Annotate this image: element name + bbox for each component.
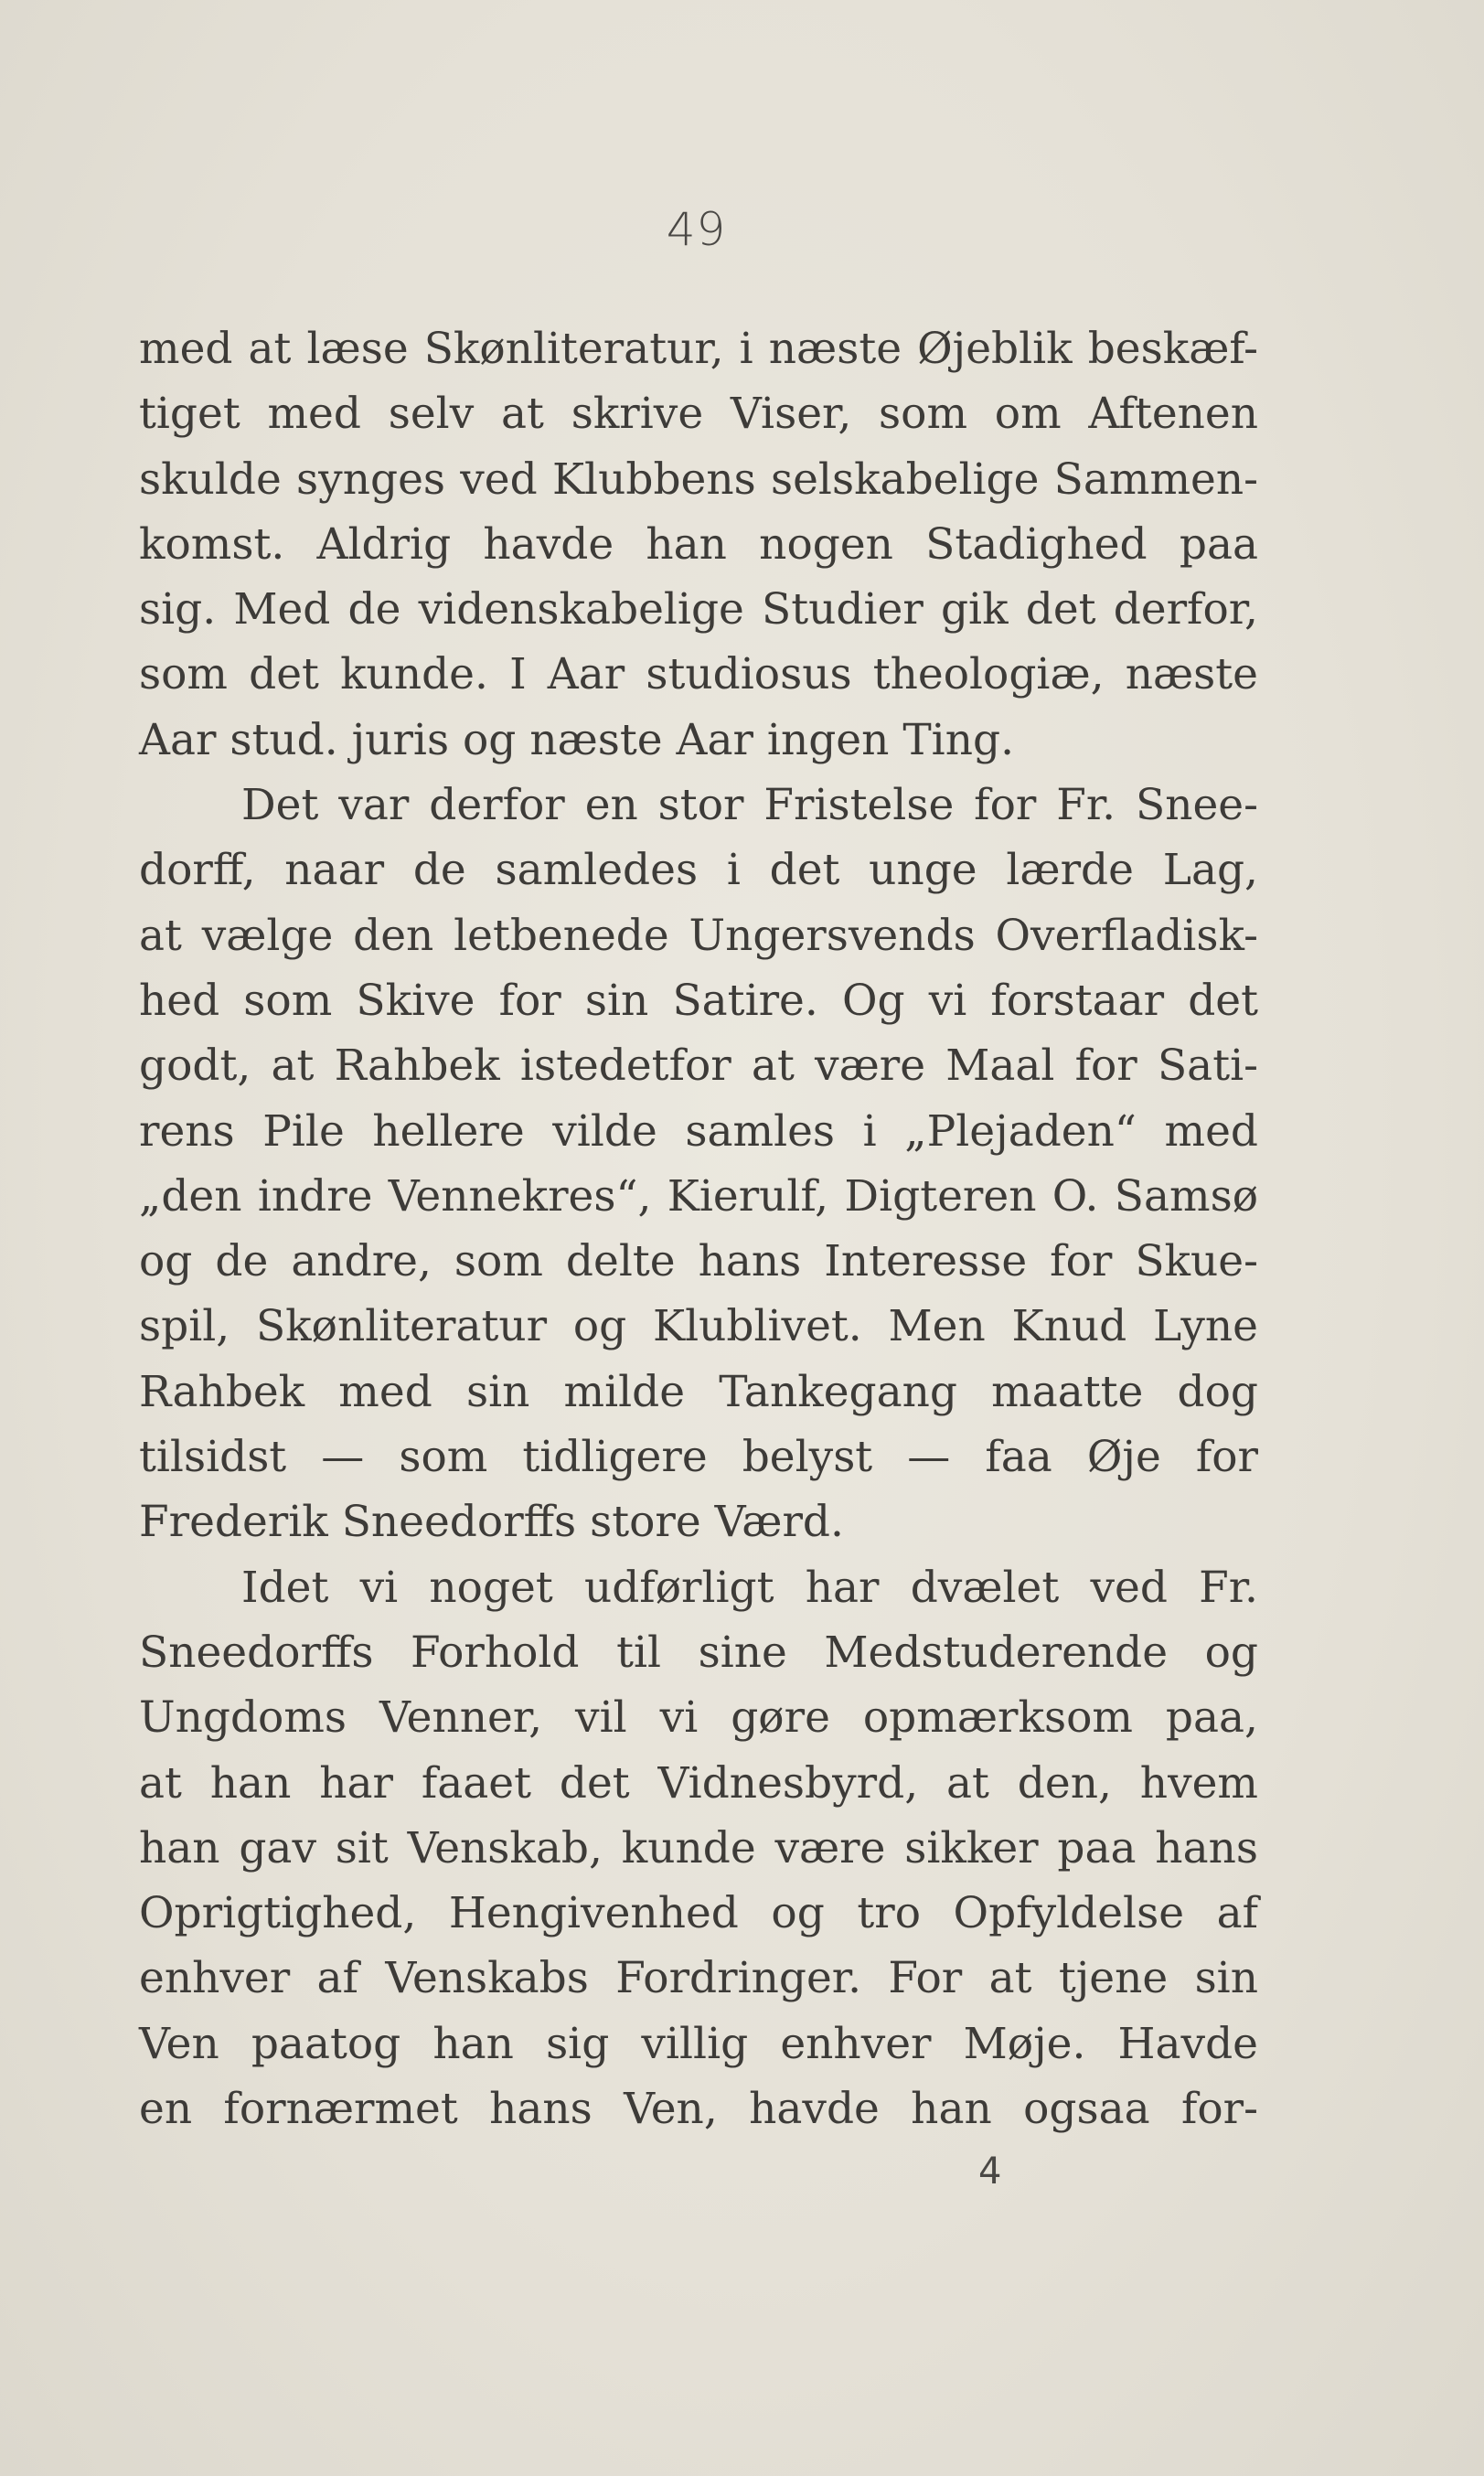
text-line: Sneedorffs Forhold til sine Medstuderende og bbox=[139, 1627, 1258, 1678]
text-line: sig. Med de videnskabelige Studier gik det derfor, bbox=[139, 584, 1258, 635]
text-line: han gav sit Venskab, kunde være sikker paa hans bbox=[139, 1822, 1258, 1873]
text-line: Frederik Sneedorffs store Værd. bbox=[139, 1497, 844, 1548]
page-number: 49 bbox=[666, 203, 727, 256]
paragraph bbox=[139, 773, 1258, 1555]
text-line: dorff, naar de samledes i det unge lærde Lag, bbox=[139, 845, 1258, 896]
text-line: Det var derfor en stor Fristelse for Fr. Snee- bbox=[241, 780, 1258, 831]
text-line: og de andre, som delte hans Interesse for Skue- bbox=[139, 1236, 1258, 1287]
text-line: Rahbek med sin milde Tankegang maatte dog bbox=[139, 1366, 1258, 1417]
text-line: tiget med selv at skrive Viser, som om Aftenen bbox=[139, 389, 1258, 440]
paragraph bbox=[139, 1555, 1258, 2142]
paragraph bbox=[139, 316, 1258, 773]
text-line: Idet vi noget udførligt har dvælet ved Fr. bbox=[241, 1562, 1258, 1613]
text-line: „den indre Vennekres“, Kierulf, Digteren O. Samsø bbox=[139, 1170, 1258, 1222]
text-line: som det kunde. I Aar studiosus theologiæ, næste bbox=[139, 649, 1258, 700]
text-line: enhver af Venskabs Fordringer. For at tjene sin bbox=[139, 1953, 1258, 2004]
text-line: at vælge den letbenede Ungersvends Overfladisk- bbox=[139, 910, 1258, 961]
text-line: med at læse Skønliteratur, i næste Øjeblik beskæf- bbox=[139, 324, 1258, 374]
text-line: komst. Aldrig havde han nogen Stadighed paa bbox=[139, 518, 1258, 570]
text-line: en fornærmet hans Ven, havde han ogsaa for- bbox=[139, 2084, 1258, 2135]
text-line: Ven paatog han sig villig enhver Møje. Havde bbox=[139, 2018, 1258, 2069]
text-line: Aar stud. juris og næste Aar ingen Ting. bbox=[139, 714, 1015, 765]
signature-mark: 4 bbox=[978, 2150, 1002, 2193]
text-line: tilsidst — som tidligere belyst — faa Øje for bbox=[139, 1432, 1258, 1483]
text-line: Oprigtighed, Hengivenhed og tro Opfyldelse af bbox=[139, 1888, 1258, 1939]
body-text bbox=[139, 316, 1258, 2141]
text-line: hed som Skive for sin Satire. Og vi forstaar det bbox=[139, 975, 1258, 1026]
text-line: Ungdoms Venner, vil vi gøre opmærksom paa, bbox=[139, 1692, 1258, 1744]
text-line: rens Pile hellere vilde samles i „Plejaden“ med bbox=[139, 1105, 1258, 1157]
text-line: at han har faaet det Vidnesbyrd, at den, hvem bbox=[139, 1757, 1258, 1809]
text-line: godt, at Rahbek istedetfor at være Maal for Sati- bbox=[139, 1041, 1258, 1092]
text-line: skulde synges ved Klubbens selskabelige Sammen- bbox=[139, 454, 1258, 505]
text-line: spil, Skønliteratur og Klublivet. Men Knud Lyne bbox=[139, 1301, 1258, 1352]
